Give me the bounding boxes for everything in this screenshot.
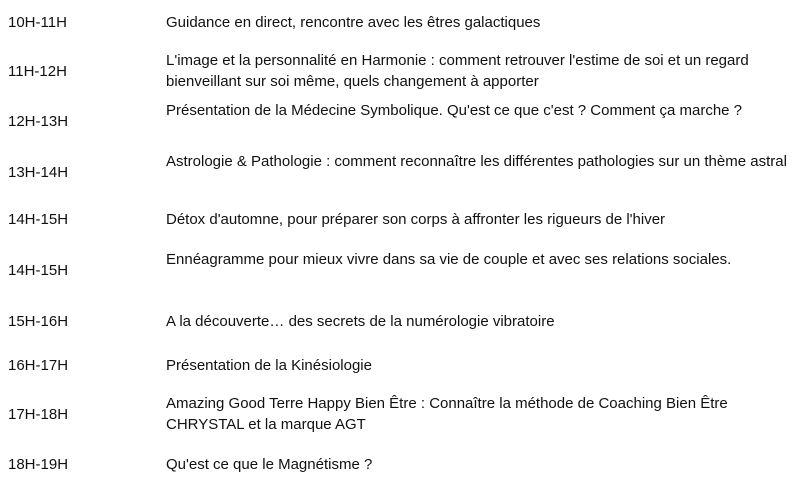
time-slot: 15H-16H — [8, 313, 69, 330]
session-title: Amazing Good Terre Happy Bien Être : Connaître la méthode de Coaching Bien Être CHRYSTAL et la marque AGT — [166, 395, 728, 433]
session-title: Présentation de la Médecine Symbolique. Qu'est ce que c'est ? Comment ça marche ? — [166, 102, 743, 119]
time-slot: 18H-19H — [8, 456, 69, 473]
time-slot: 12H-13H — [8, 113, 69, 130]
time-slot: 14H-15H — [8, 262, 69, 279]
time-slot: 10H-11H — [8, 14, 67, 31]
session-title: L'image et la personnalité en Harmonie : comment retrouver l'estime de soi et un regard bienveillant sur soi même, quels changement à apporter — [166, 52, 749, 90]
session-title: A la découverte… des secrets de la numérologie vibratoire — [166, 313, 555, 330]
session-title: Qu'est ce que le Magnétisme ? — [166, 456, 373, 473]
session-title: Détox d'automne, pour préparer son corps à affronter les rigueurs de l'hiver — [166, 211, 666, 228]
session-title: Astrologie & Pathologie : comment reconnaître les différentes pathologies sur un thème astral — [166, 153, 787, 170]
session-title: Ennéagramme pour mieux vivre dans sa vie de couple et avec ses relations sociales. — [166, 251, 732, 268]
time-slot: 16H-17H — [8, 357, 69, 374]
session-title: Présentation de la Kinésiologie — [166, 357, 372, 374]
time-slot: 11H-12H — [8, 63, 67, 80]
time-slot: 14H-15H — [8, 211, 69, 228]
time-slot: 17H-18H — [8, 406, 69, 423]
time-slot: 13H-14H — [8, 164, 69, 181]
session-title: Guidance en direct, rencontre avec les êtres galactiques — [166, 14, 541, 31]
